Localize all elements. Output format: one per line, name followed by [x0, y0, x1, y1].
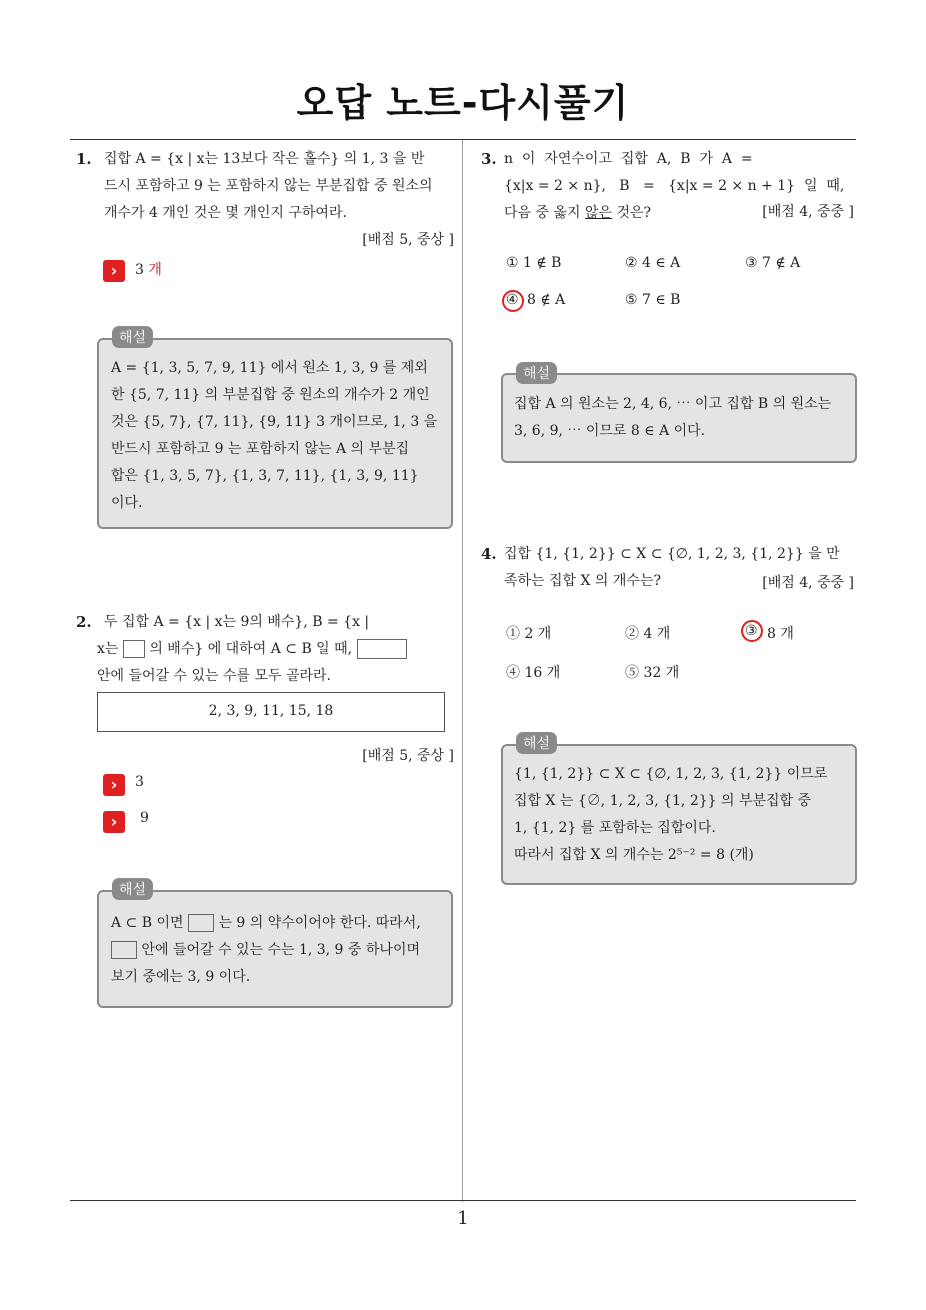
q2-expl-line1-start: A ⊂ B 이면	[111, 915, 184, 931]
answer-arrow-icon: ›	[103, 811, 125, 833]
q3-line3-end: 것은?	[612, 205, 652, 221]
q1-expl-line: 이다.	[111, 495, 143, 511]
q3-expl-line: 집합 A 의 원소는 2, 4, 6, ⋯ 이고 집합 B 의 원소는	[514, 396, 832, 412]
column-divider	[462, 140, 463, 1202]
q4-choice-3: 8 개	[767, 626, 794, 642]
q1-expl-line: A = {1, 3, 5, 7, 9, 11} 에서 원소 1, 3, 9 를 제외	[111, 360, 428, 376]
blank-box	[123, 640, 145, 658]
q3-explanation-tag: 해설	[516, 362, 557, 384]
q2-expl-line2: 안에 들어갈 수 있는 수는 1, 3, 9 중 하나이며	[141, 942, 420, 958]
top-rule	[70, 139, 856, 140]
bottom-rule	[70, 1200, 856, 1201]
q2-explanation-text	[111, 910, 446, 991]
answer-arrow-icon: ›	[103, 260, 125, 282]
q4-line2: 족하는 집합 X 의 개수는?	[504, 573, 661, 589]
answer-arrow-icon: ›	[103, 774, 125, 796]
q1-line1: 집합 A = {x | x는 13보다 작은 홀수} 의 1, 3 을 반	[104, 151, 425, 167]
q4-explanation-tag: 해설	[516, 732, 557, 754]
q4-number: 4.	[481, 545, 497, 563]
q1-text	[104, 146, 456, 227]
q3-expl-line: 3, 6, 9, ⋯ 이므로 8 ∈ A 이다.	[514, 423, 706, 439]
q1-answer-unit: 개	[148, 262, 162, 278]
q4-choice-3-mark: ③	[745, 623, 758, 639]
q2-answer-2: 9	[140, 810, 149, 826]
q4-expl-line: 집합 X 는 {∅, 1, 2, 3, {1, 2}} 의 부분집합 중	[514, 793, 812, 809]
q1-expl-line: 것은 {5, 7}, {7, 11}, {9, 11} 3 개이므로, 1, 3 을	[111, 414, 438, 430]
q3-choice-4: 8 ∉ A	[527, 292, 566, 308]
q2-line3: 안에 들어갈 수 있는 수를 모두 골라라.	[97, 668, 332, 684]
q2-options: 2, 3, 9, 11, 15, 18	[208, 703, 334, 719]
q2-line2-end: 의 배수} 에 대하여 A ⊂ B 일 때,	[149, 641, 353, 657]
q4-expl-line: 1, {1, 2} 를 포함하는 집합이다.	[514, 820, 716, 836]
q3-line2: {x|x = 2 × n}, B = {x|x = 2 × n + 1} 일 때,	[504, 178, 845, 194]
q1-number: 1.	[76, 150, 92, 168]
q3-line1: n 이 자연수이고 집합 A, B 가 A =	[504, 151, 753, 167]
q1-line3: 개수가 4 개인 것은 몇 개인지 구하여라.	[104, 205, 347, 221]
q2-line2-start: x는	[97, 641, 119, 657]
q4-choice-2: ② 4 개	[625, 626, 671, 642]
q1-line2: 드시 포함하고 9 는 포함하지 않는 부분집합 중 원소의	[104, 178, 433, 194]
q1-explanation-tag: 해설	[112, 326, 153, 348]
q2-expl-line3: 보기 중에는 3, 9 이다.	[111, 969, 251, 985]
q1-answer	[135, 259, 162, 279]
page-title: 오답 노트-다시풀기	[296, 81, 630, 125]
q4-choice-1: ① 2 개	[506, 626, 552, 642]
q3-line3-start: 다음 중 옳지	[504, 205, 585, 221]
q2-line1: 두 집합 A = {x | x는 9의 배수}, B = {x |	[104, 614, 370, 630]
q1-expl-line: 합은 {1, 3, 5, 7}, {1, 3, 7, 11}, {1, 3, 9, 11}	[111, 468, 419, 484]
q3-choice-2: ② 4 ∈ A	[625, 255, 681, 271]
q4-expl-line: {1, {1, 2}} ⊂ X ⊂ {∅, 1, 2, 3, {1, 2}} 이므로	[514, 766, 828, 782]
q4-choice-4: ④ 16 개	[506, 665, 561, 681]
q3-score: [배점 4, 중중 ]	[762, 204, 854, 220]
q1-expl-line: 반드시 포함하고 9 는 포함하지 않는 A 의 부분집	[111, 441, 410, 457]
q4-choice-5: ⑤ 32 개	[625, 665, 680, 681]
q2-number: 2.	[76, 613, 92, 631]
q1-answer-number: 3	[135, 262, 144, 278]
q2-explanation-tag: 해설	[112, 878, 153, 900]
q4-line1: 집합 {1, {1, 2}} ⊂ X ⊂ {∅, 1, 2, 3, {1, 2}} 을 만	[504, 546, 840, 562]
q4-expl-line: 따라서 집합 X 의 개수는 2⁵⁻² = 8 (개)	[514, 847, 754, 863]
q2-answer-1: 3	[135, 774, 144, 790]
q1-score: [배점 5, 중상 ]	[362, 232, 454, 248]
q2-expl-line1-end: 는 9 의 약수이어야 한다. 따라서,	[218, 915, 421, 931]
q3-choice-1: ① 1 ∉ B	[506, 255, 562, 271]
q2-score: [배점 5, 중상 ]	[362, 748, 454, 764]
q1-expl-line: 한 {5, 7, 11} 의 부분집합 중 원소의 개수가 2 개인	[111, 387, 430, 403]
q1-explanation-text	[111, 355, 443, 517]
blank-box	[111, 941, 137, 959]
page-number: 1	[457, 1208, 469, 1229]
q3-choice-3: ③ 7 ∉ A	[745, 255, 801, 271]
q3-explanation-text	[514, 391, 850, 445]
blank-box	[357, 639, 407, 659]
q3-choice-4-mark: ④	[506, 292, 519, 308]
blank-box	[188, 914, 214, 932]
q2-text	[104, 609, 456, 636]
q3-number: 3.	[481, 150, 497, 168]
q2-line2	[97, 636, 457, 663]
q4-explanation-text	[514, 761, 850, 869]
q3-underlined-word: 않은	[584, 205, 613, 221]
q4-score: [배점 4, 중중 ]	[762, 575, 854, 591]
q3-choice-5: ⑤ 7 ∈ B	[625, 292, 681, 308]
